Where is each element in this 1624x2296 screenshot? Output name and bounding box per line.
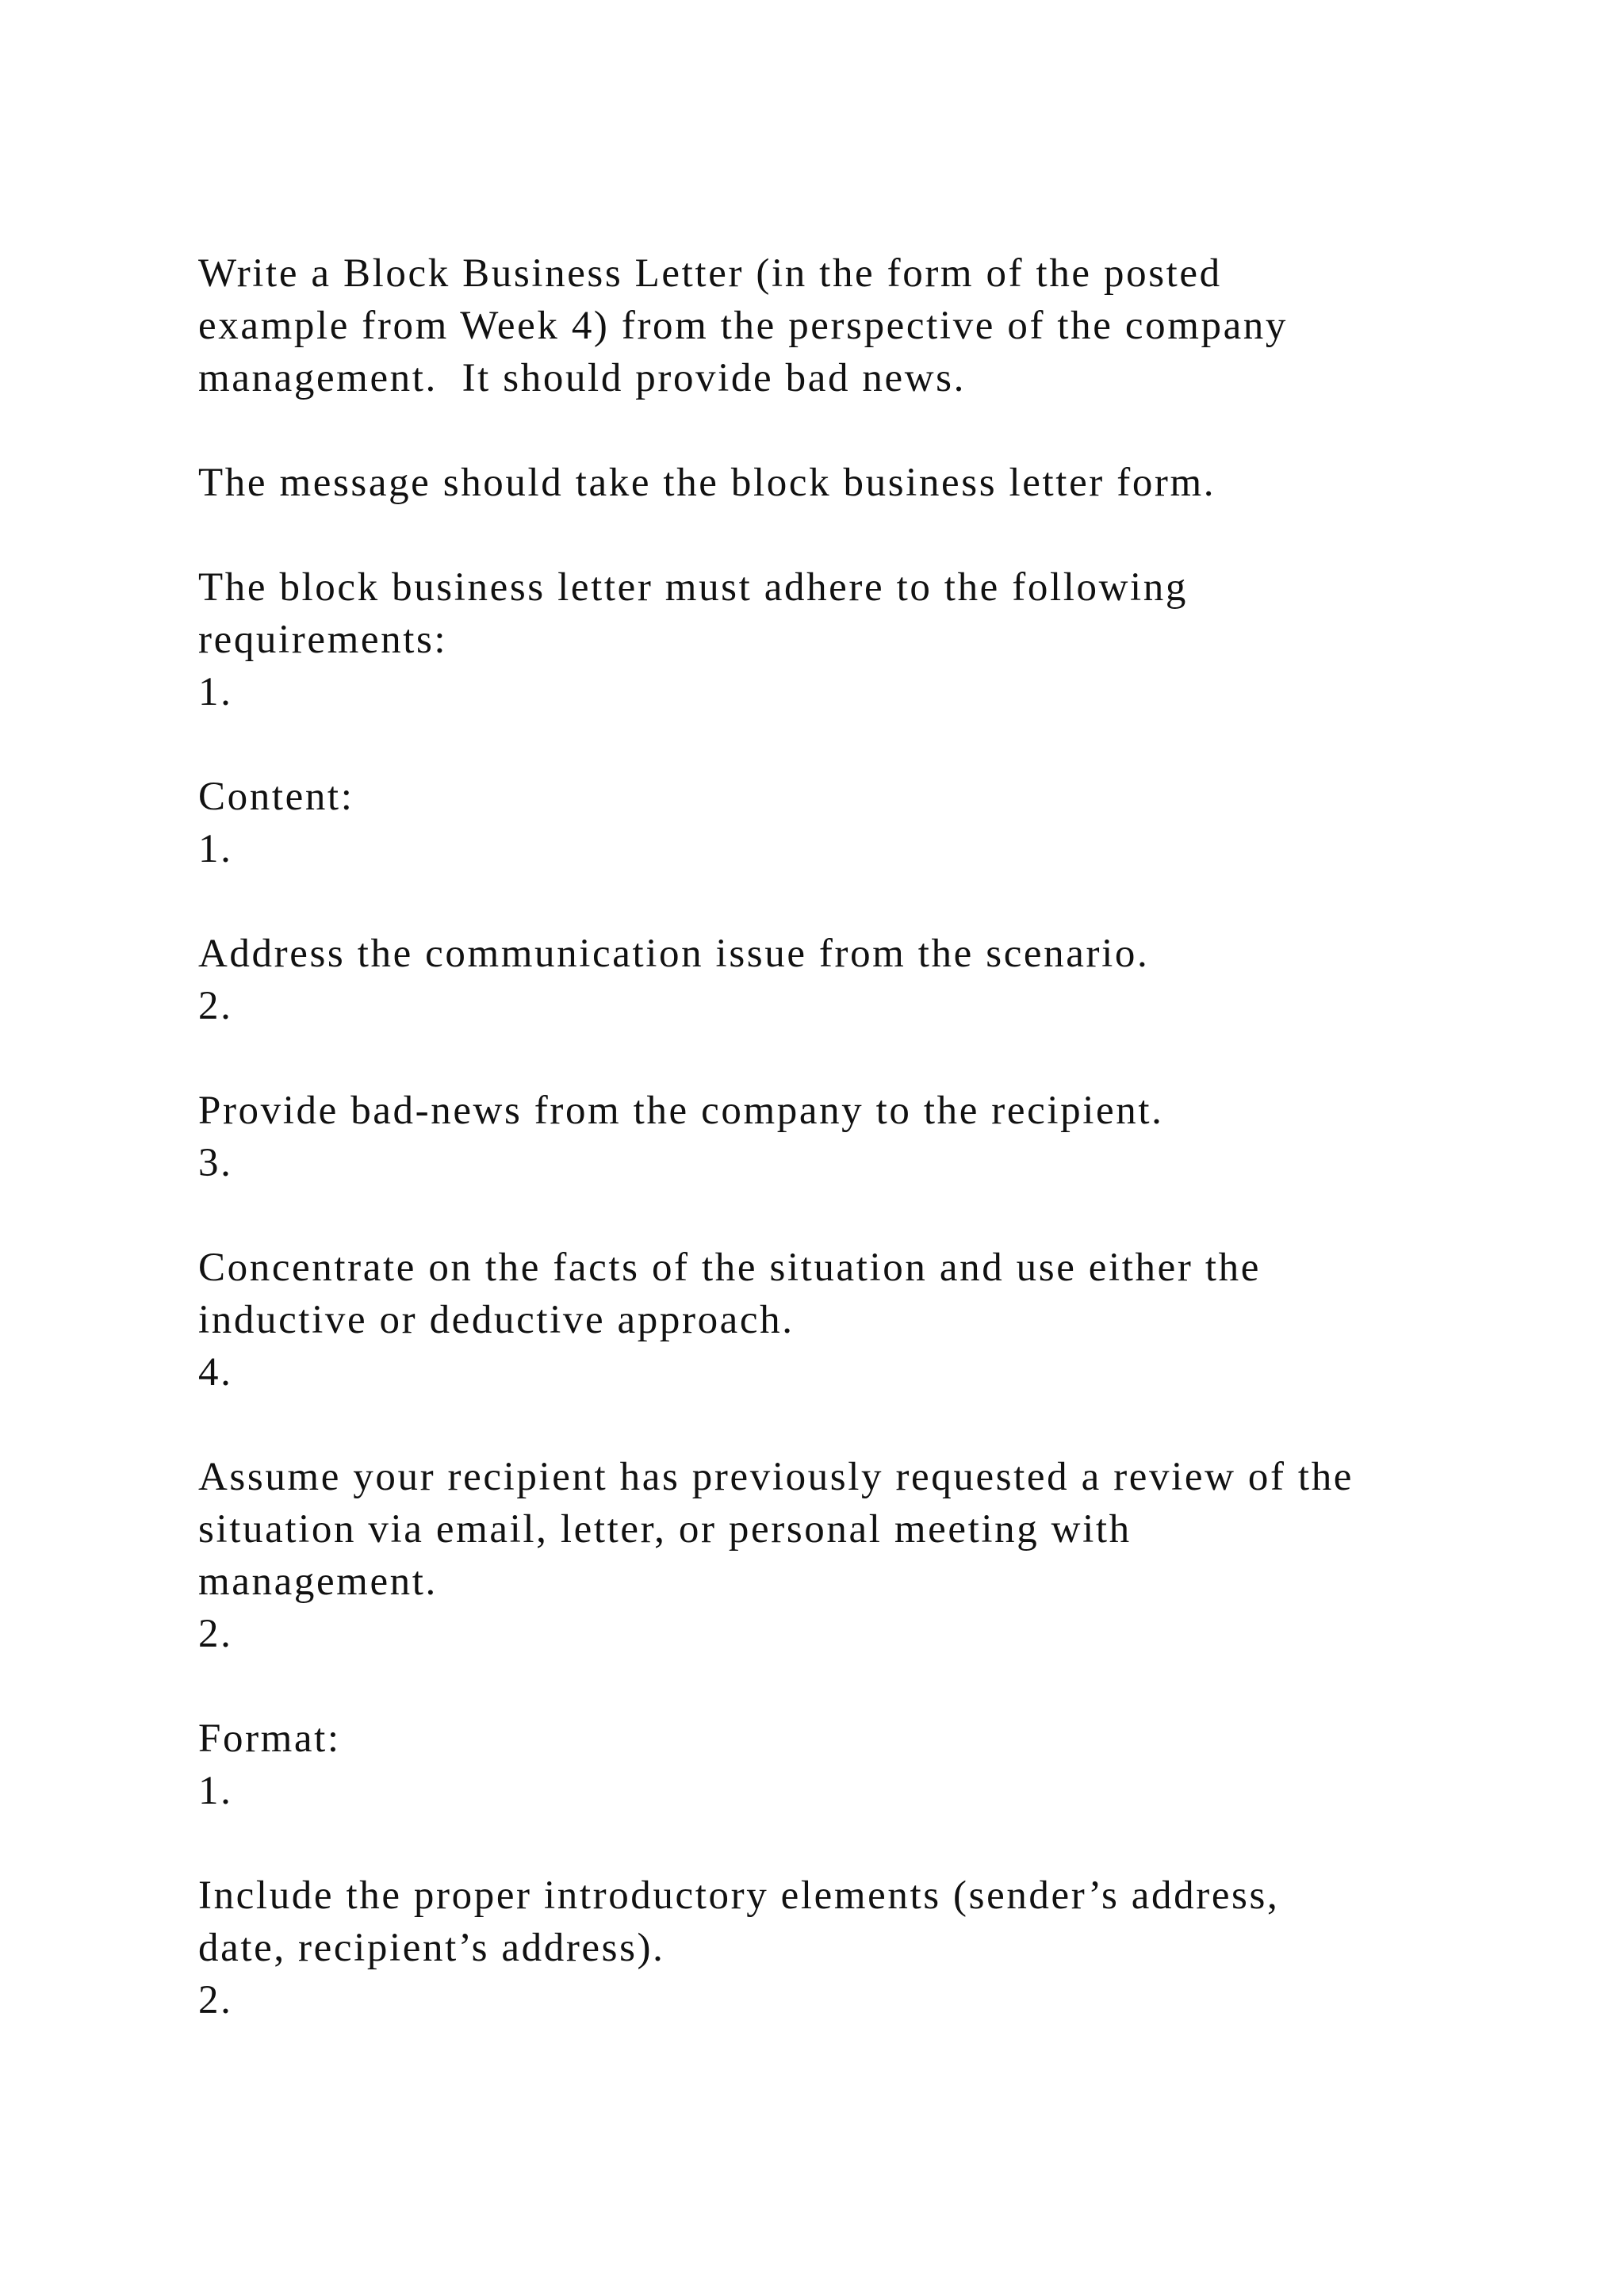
list-number: 1. xyxy=(198,827,233,871)
list-number: 2. xyxy=(198,1978,233,2022)
text-line: The block business letter must adhere to the following xyxy=(198,565,1188,610)
text-line: The message should take the block business letter form. xyxy=(198,461,1216,505)
blank-line xyxy=(198,1660,1507,1712)
text-line: situation via email, letter, or personal meeting with xyxy=(198,1507,1132,1552)
document-body xyxy=(198,247,1507,2026)
section-heading: Content: xyxy=(198,775,354,819)
text-line: inductive or deductive approach. xyxy=(198,1298,795,1342)
text-line: example from Week 4) from the perspective of the company xyxy=(198,304,1289,348)
text-line: Concentrate on the facts of the situation and use either the xyxy=(198,1246,1261,1290)
section-heading: Format: xyxy=(198,1716,341,1761)
text-line: management. xyxy=(198,1559,438,1604)
list-number: 2. xyxy=(198,984,233,1028)
text-line: Address the communication issue from the scenario. xyxy=(198,932,1150,976)
text-line: Write a Block Business Letter (in the form of the posted xyxy=(198,251,1222,296)
blank-line xyxy=(198,404,1507,457)
blank-line xyxy=(198,1399,1507,1451)
list-number: 3. xyxy=(198,1141,233,1185)
list-number: 4. xyxy=(198,1350,233,1395)
text-line: Include the proper introductory elements (sender’s address, xyxy=(198,1873,1280,1918)
blank-line xyxy=(198,1817,1507,1869)
text-line: Assume your recipient has previously requested a review of the xyxy=(198,1455,1354,1499)
text-line: management. It should provide bad news. xyxy=(198,356,966,400)
list-number: 1. xyxy=(198,1769,233,1813)
blank-line xyxy=(198,1032,1507,1085)
text-line: requirements: xyxy=(198,618,448,662)
blank-line xyxy=(198,509,1507,561)
list-number: 1. xyxy=(198,670,233,714)
blank-line xyxy=(198,718,1507,771)
blank-line xyxy=(198,1189,1507,1242)
text-line: Provide bad-news from the company to the recipient. xyxy=(198,1089,1164,1133)
list-number: 2. xyxy=(198,1612,233,1656)
blank-line xyxy=(198,875,1507,928)
text-line: date, recipient’s address). xyxy=(198,1926,665,1970)
